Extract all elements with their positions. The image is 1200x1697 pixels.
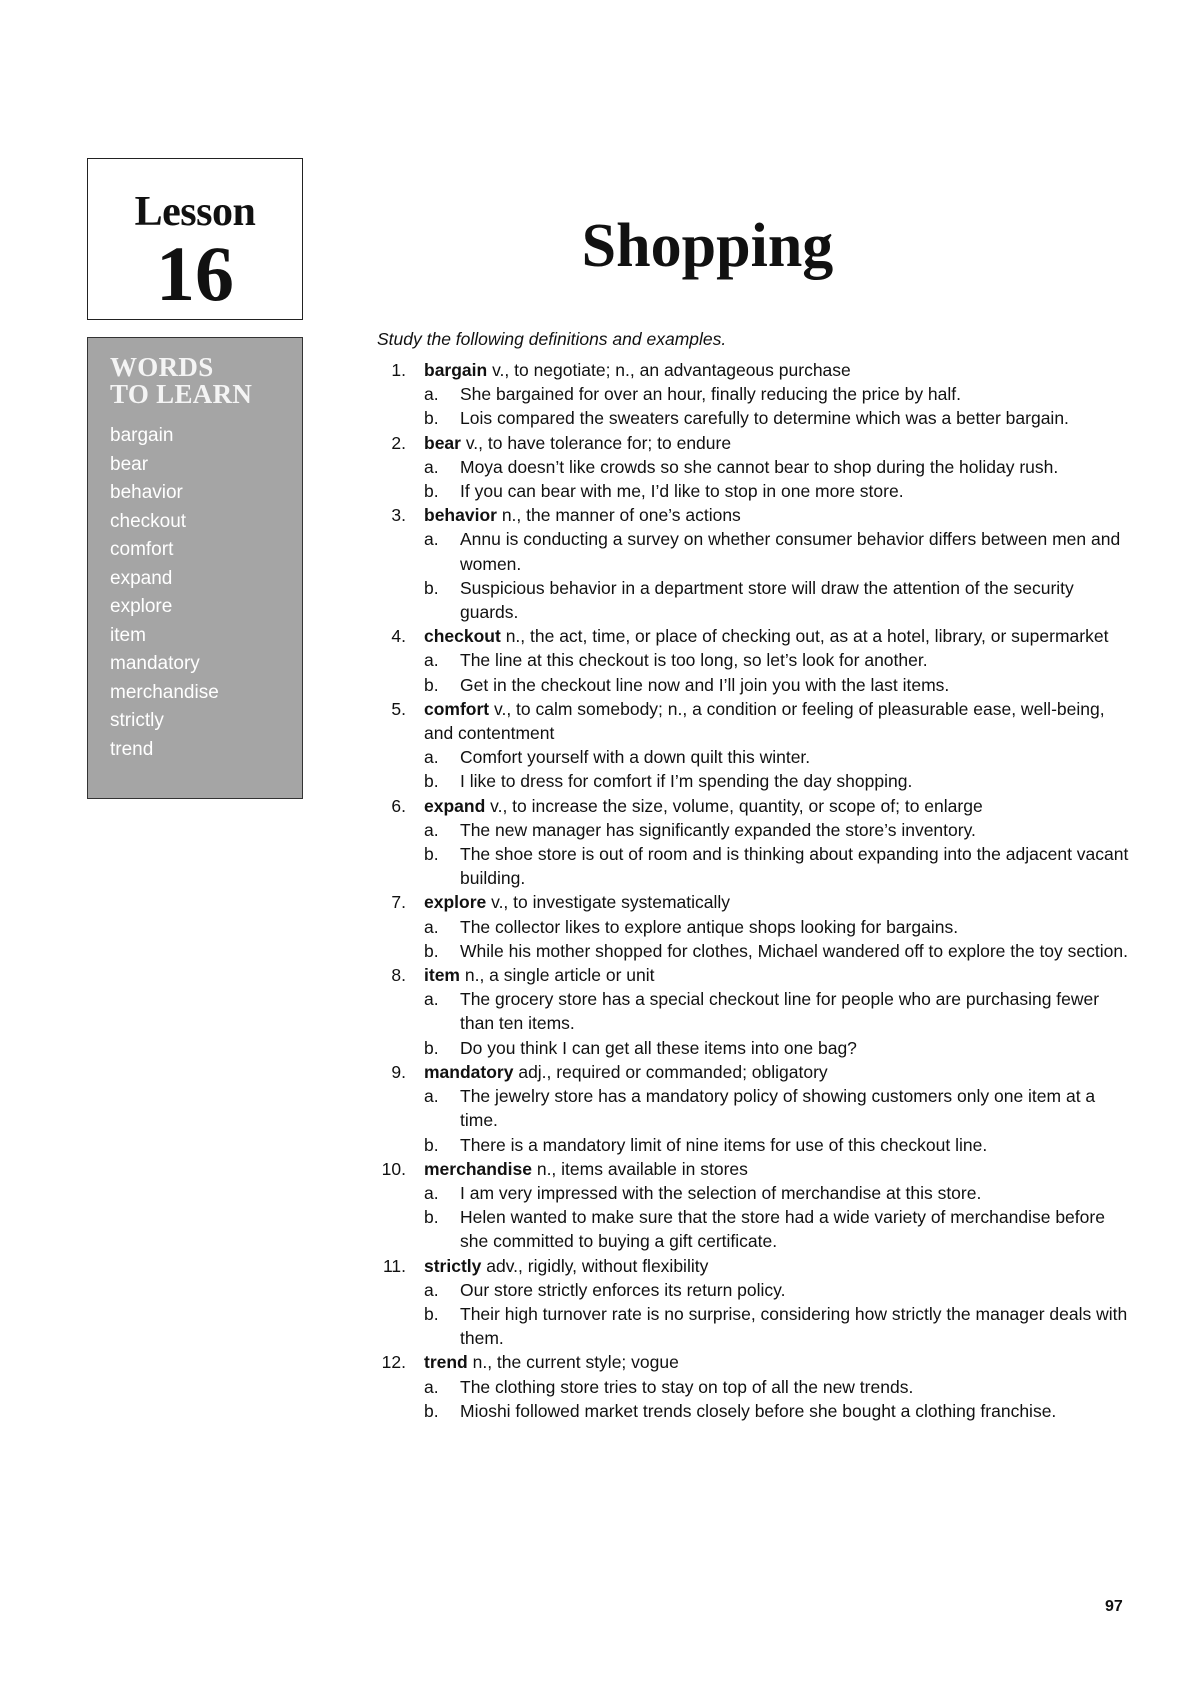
example-letter: a. <box>424 747 439 768</box>
example-list <box>424 1181 1136 1254</box>
example-list <box>424 527 1136 624</box>
example-text: If you can bear with me, I’d like to stop in one more store. <box>460 481 904 502</box>
definition-entry <box>376 503 1136 624</box>
example-list <box>424 1084 1136 1157</box>
example-sentence <box>424 1133 1136 1157</box>
example-text: Their high turnover rate is no surprise, considering how strictly the manager deals with them. <box>460 1303 1128 1349</box>
lesson-label: Lesson <box>134 189 256 235</box>
example-text: Moya doesn’t like crowds so she cannot bear to shop during the holiday rush. <box>460 456 1059 477</box>
word-list-item: expand <box>110 567 173 589</box>
example-letter: b. <box>424 408 439 429</box>
entry-word: item <box>424 965 460 986</box>
word-list-item: mandatory <box>110 653 200 674</box>
entry-word: explore <box>424 892 487 913</box>
definition-entry <box>376 697 1136 794</box>
definition-entry <box>376 963 1136 1060</box>
intro-instruction: Study the following definitions and examples. <box>377 329 727 349</box>
example-text: While his mother shopped for clothes, Michael wandered off to explore the toy section. <box>460 940 1128 961</box>
entry-headline <box>424 890 1136 914</box>
example-sentence <box>424 1375 1136 1399</box>
page-title: Shopping <box>581 212 834 280</box>
entry-definition: v., to calm somebody; n., a condition or feeling of pleasurable ease, well-being, and contentment <box>424 698 1110 744</box>
example-sentence <box>424 382 1136 406</box>
definition-entry <box>376 624 1136 697</box>
definition-entry <box>376 358 1136 431</box>
entry-word: mandatory <box>424 1061 514 1082</box>
example-text: Mioshi followed market trends closely before she bought a clothing franchise. <box>460 1400 1057 1421</box>
example-text: She bargained for over an hour, finally reducing the price by half. <box>460 384 962 405</box>
entry-definition: n., the act, time, or place of checking out, as at a hotel, library, or supermarket <box>500 626 1109 647</box>
words-to-learn-title <box>110 354 302 408</box>
words-list <box>110 422 302 764</box>
example-list <box>424 987 1136 1060</box>
example-letter: b. <box>424 1037 439 1058</box>
example-text: The collector likes to explore antique shops looking for bargains. <box>460 916 959 937</box>
example-letter: a. <box>424 989 439 1010</box>
example-letter: b. <box>424 771 439 792</box>
example-text: Helen wanted to make sure that the store had a wide variety of merchandise before she committed to buying a gift certificate. <box>460 1207 1105 1252</box>
example-sentence <box>424 1181 1136 1205</box>
entry-definition: n., the manner of one’s actions <box>496 505 741 526</box>
word-list-item: checkout <box>110 510 187 532</box>
entry-word: strictly <box>424 1255 482 1276</box>
example-letter: a. <box>424 916 439 937</box>
word-list-item: bargain <box>110 425 174 446</box>
lesson-number: 16 <box>156 230 234 317</box>
word-list-item: behavior <box>110 482 183 503</box>
entry-definition: adv., rigidly, without flexibility <box>481 1255 709 1276</box>
example-letter: a. <box>424 1182 439 1203</box>
entry-headline <box>424 624 1136 648</box>
entry-definition: v., to investigate systematically <box>486 892 731 913</box>
example-letter: a. <box>424 819 439 840</box>
entry-number: 12. <box>381 1352 406 1373</box>
example-text: The clothing store tries to stay on top of all the new trends. <box>460 1376 914 1397</box>
example-list <box>424 1375 1136 1423</box>
example-sentence <box>424 915 1136 939</box>
entry-headline <box>424 1350 1136 1374</box>
word-list-item: bear <box>110 453 149 475</box>
entry-word: bear <box>424 432 461 453</box>
example-letter: a. <box>424 650 439 671</box>
example-letter: b. <box>424 674 439 695</box>
example-sentence <box>424 1399 1136 1423</box>
entry-definition: n., items available in stores <box>531 1158 748 1179</box>
example-sentence <box>424 818 1136 842</box>
entry-headline <box>424 963 1136 987</box>
entry-word: trend <box>424 1352 468 1373</box>
example-list <box>424 648 1136 696</box>
entry-number: 1. <box>391 360 406 380</box>
example-text: I like to dress for comfort if I’m spending the day shopping. <box>460 771 913 792</box>
entry-number: 3. <box>391 505 406 526</box>
entry-word: checkout <box>424 626 501 647</box>
example-letter: a. <box>424 529 439 550</box>
example-sentence <box>424 1302 1136 1350</box>
example-letter: b. <box>424 1134 439 1155</box>
entry-definition: n., the current style; vogue <box>467 1352 679 1373</box>
example-letter: a. <box>424 1279 439 1300</box>
entry-headline <box>424 358 1136 382</box>
example-text: The jewelry store has a mandatory policy of showing customers only one item at a time. <box>460 1086 1096 1131</box>
example-list <box>424 455 1136 503</box>
example-text: Do you think I can get all these items into one bag? <box>460 1037 857 1058</box>
example-text: The grocery store has a special checkout line for people who are purchasing fewer than ten items. <box>460 989 1100 1034</box>
example-list <box>424 818 1136 891</box>
entry-definition: adj., required or commanded; obligatory <box>513 1061 828 1082</box>
entry-number: 9. <box>391 1061 406 1082</box>
entry-number: 6. <box>391 795 406 816</box>
example-letter: b. <box>424 577 439 598</box>
example-list <box>424 1278 1136 1351</box>
example-sentence <box>424 406 1136 430</box>
example-sentence <box>424 1205 1136 1253</box>
entry-definition: n., a single article or unit <box>459 965 655 986</box>
entry-number: 8. <box>391 965 406 986</box>
example-letter: a. <box>424 456 439 477</box>
entry-headline <box>424 1254 1136 1278</box>
example-letter: a. <box>424 384 439 405</box>
example-sentence <box>424 527 1136 575</box>
entry-number: 7. <box>391 892 406 913</box>
example-letter: b. <box>424 481 439 502</box>
entry-headline <box>424 794 1136 818</box>
example-text: Suspicious behavior in a department store will draw the attention of the security guards. <box>460 577 1074 623</box>
entry-definition: v., to negotiate; n., an advantageous purchase <box>487 360 851 380</box>
words-to-learn-box <box>87 337 303 799</box>
word-list-item: comfort <box>110 539 174 560</box>
entry-word: behavior <box>424 505 497 526</box>
entry-number: 5. <box>391 698 406 719</box>
definition-entry <box>376 431 1136 504</box>
example-letter: a. <box>424 1376 439 1397</box>
entry-number: 11. <box>382 1255 406 1276</box>
example-letter: a. <box>424 1086 439 1107</box>
example-sentence <box>424 648 1136 672</box>
entry-number: 4. <box>391 626 406 647</box>
entry-word: expand <box>424 795 486 816</box>
entry-number: 2. <box>391 432 406 453</box>
example-text: Our store strictly enforces its return policy. <box>460 1279 786 1300</box>
definition-entry <box>376 1157 1136 1254</box>
word-list-item: explore <box>110 596 173 617</box>
entry-headline <box>424 431 1136 455</box>
example-sentence <box>424 939 1136 963</box>
example-sentence <box>424 673 1136 697</box>
example-sentence <box>424 479 1136 503</box>
example-text: The shoe store is out of room and is thinking about expanding into the adjacent vacant building. <box>460 844 1129 889</box>
example-list <box>424 745 1136 793</box>
example-text: I am very impressed with the selection of merchandise at this store. <box>460 1182 982 1203</box>
example-list <box>424 915 1136 963</box>
words-title-line1: WORDS <box>110 352 214 382</box>
example-sentence <box>424 576 1136 624</box>
example-sentence <box>424 987 1136 1035</box>
entry-word: bargain <box>424 360 488 380</box>
entry-definition: v., to have tolerance for; to endure <box>460 432 732 453</box>
entry-headline <box>424 503 1136 527</box>
lesson-box <box>87 158 303 320</box>
example-sentence <box>424 1278 1136 1302</box>
definition-entry <box>376 890 1136 963</box>
example-sentence <box>424 842 1136 890</box>
example-sentence <box>424 745 1136 769</box>
entry-headline <box>424 1157 1136 1181</box>
entry-headline <box>424 1060 1136 1084</box>
example-letter: b. <box>424 844 439 865</box>
entry-word: comfort <box>424 698 490 719</box>
definitions-list <box>376 358 1136 1423</box>
words-title-line2: TO LEARN <box>110 379 253 409</box>
example-sentence <box>424 769 1136 793</box>
example-text: Get in the checkout line now and I’ll join you with the last items. <box>460 674 950 695</box>
word-list-item: merchandise <box>110 681 219 703</box>
entry-definition: v., to increase the size, volume, quantity, or scope of; to enlarge <box>485 795 983 816</box>
example-list <box>424 382 1136 430</box>
page-number: 97 <box>1105 1598 1123 1615</box>
example-sentence <box>424 1084 1136 1132</box>
example-text: Comfort yourself with a down quilt this winter. <box>460 747 811 768</box>
example-text: Annu is conducting a survey on whether consumer behavior differs between men and women. <box>460 529 1121 574</box>
example-letter: b. <box>424 1303 439 1324</box>
example-text: The line at this checkout is too long, so let’s look for another. <box>460 650 928 671</box>
definition-entry <box>376 794 1136 891</box>
definition-entry <box>376 1350 1136 1423</box>
example-text: There is a mandatory limit of nine items for use of this checkout line. <box>460 1134 988 1155</box>
definition-entry <box>376 1254 1136 1351</box>
example-letter: b. <box>424 1207 439 1228</box>
entry-headline <box>424 697 1136 745</box>
example-letter: b. <box>424 940 439 961</box>
word-list-item: trend <box>110 738 154 760</box>
example-sentence <box>424 1036 1136 1060</box>
word-list-item: strictly <box>110 710 164 731</box>
example-letter: b. <box>424 1400 439 1421</box>
example-text: The new manager has significantly expanded the store’s inventory. <box>460 819 976 840</box>
example-sentence <box>424 455 1136 479</box>
example-text: Lois compared the sweaters carefully to determine which was a better bargain. <box>460 408 1069 429</box>
entry-number: 10. <box>381 1158 406 1179</box>
definition-entry <box>376 1060 1136 1157</box>
entry-word: merchandise <box>424 1158 532 1179</box>
word-list-item: item <box>110 624 146 646</box>
